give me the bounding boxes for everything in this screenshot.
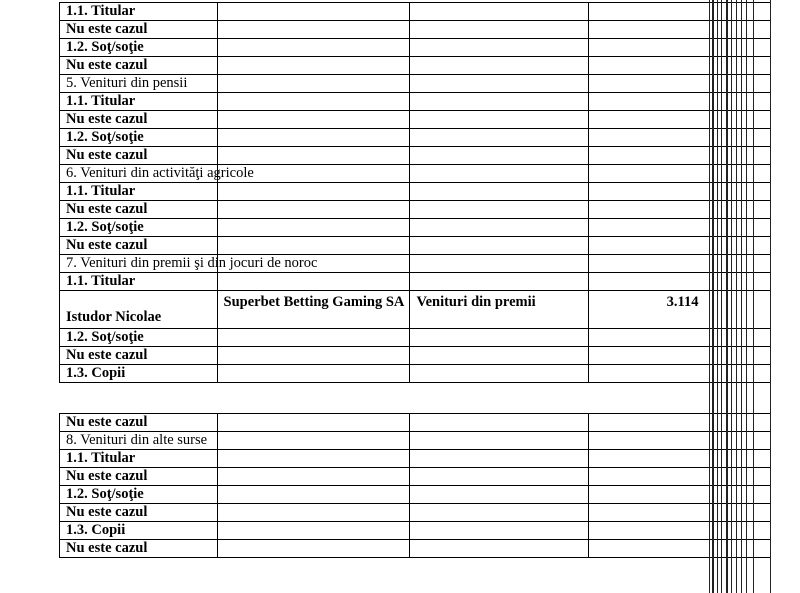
row-label: Nu este cazul — [60, 201, 218, 219]
empty-cell — [589, 540, 771, 558]
empty-cell — [410, 450, 589, 468]
empty-cell — [410, 468, 589, 486]
empty-cell — [589, 129, 771, 147]
empty-cell — [410, 39, 589, 57]
row-label: Nu este cazul — [60, 21, 218, 39]
empty-cell — [410, 219, 589, 237]
scan-artifact-line — [746, 0, 747, 593]
row-label: 1.3. Copii — [60, 522, 218, 540]
empty-cell — [217, 347, 410, 365]
empty-cell — [589, 237, 771, 255]
income-row-group — [60, 291, 771, 329]
empty-cell — [217, 365, 410, 383]
empty-cell — [217, 183, 410, 201]
scan-artifact-line — [753, 0, 754, 593]
empty-cell — [589, 329, 771, 347]
table-row — [60, 504, 771, 522]
empty-cell — [589, 3, 771, 21]
table-row — [60, 450, 771, 468]
empty-cell — [217, 504, 410, 522]
income-row — [60, 291, 771, 329]
empty-cell — [589, 414, 771, 432]
row-label: 1.2. Soţ/soţie — [60, 39, 218, 57]
income-source: Superbet Betting Gaming SA — [217, 291, 410, 329]
row-label: 1.1. Titular — [60, 93, 218, 111]
empty-cell — [217, 93, 410, 111]
empty-cell — [410, 414, 589, 432]
income-service: Venituri din premii — [410, 291, 589, 329]
table-row — [60, 522, 771, 540]
empty-cell — [217, 486, 410, 504]
empty-cell — [589, 504, 771, 522]
row-label: 1.1. Titular — [60, 183, 218, 201]
empty-cell — [217, 432, 410, 450]
empty-cell — [589, 75, 771, 93]
table-row — [60, 329, 771, 347]
row-label: Nu este cazul — [60, 111, 218, 129]
table-row — [60, 147, 771, 165]
empty-cell — [410, 57, 589, 75]
section-heading: 8. Venituri din alte surse — [60, 432, 218, 450]
empty-cell — [410, 129, 589, 147]
empty-cell — [217, 329, 410, 347]
table-row — [60, 21, 771, 39]
empty-cell — [410, 93, 589, 111]
income-table-bottom-rows — [60, 414, 771, 558]
empty-cell — [217, 75, 410, 93]
empty-cell — [410, 255, 589, 273]
section-heading: 5. Venituri din pensii — [60, 75, 218, 93]
income-table-top — [59, 2, 771, 383]
empty-cell — [217, 57, 410, 75]
income-table-top-rows-after — [60, 329, 771, 383]
table-row — [60, 75, 771, 93]
table-row — [60, 432, 771, 450]
empty-cell — [217, 237, 410, 255]
empty-cell — [217, 540, 410, 558]
scan-artifact-line — [731, 0, 732, 593]
empty-cell — [589, 450, 771, 468]
empty-cell — [410, 365, 589, 383]
row-label: 1.3. Copii — [60, 365, 218, 383]
empty-cell — [589, 219, 771, 237]
empty-cell — [410, 147, 589, 165]
empty-cell — [217, 39, 410, 57]
empty-cell — [217, 21, 410, 39]
scan-artifact-line — [721, 0, 722, 593]
table-row — [60, 201, 771, 219]
section-heading: 6. Venituri din activităţi agricole — [60, 165, 218, 183]
scan-artifact-line — [741, 0, 742, 593]
scan-artifact-line — [712, 0, 714, 593]
empty-cell — [589, 111, 771, 129]
empty-cell — [589, 468, 771, 486]
row-label: Nu este cazul — [60, 347, 218, 365]
empty-cell — [589, 201, 771, 219]
empty-cell — [589, 21, 771, 39]
empty-cell — [217, 147, 410, 165]
empty-cell — [410, 504, 589, 522]
row-label: 1.1. Titular — [60, 450, 218, 468]
empty-cell — [217, 273, 410, 291]
table-row — [60, 111, 771, 129]
table-row — [60, 93, 771, 111]
income-table-bottom — [59, 413, 771, 558]
table-row — [60, 183, 771, 201]
table-row — [60, 468, 771, 486]
table-row — [60, 129, 771, 147]
table-row — [60, 39, 771, 57]
row-label: Nu este cazul — [60, 468, 218, 486]
empty-cell — [410, 522, 589, 540]
empty-cell — [589, 273, 771, 291]
table-row — [60, 219, 771, 237]
income-amount: 3.114 — [589, 291, 771, 329]
empty-cell — [217, 219, 410, 237]
table-row — [60, 57, 771, 75]
empty-cell — [217, 3, 410, 21]
empty-cell — [410, 21, 589, 39]
beneficiary-name: Istudor Nicolae — [60, 291, 218, 329]
empty-cell — [589, 183, 771, 201]
empty-cell — [410, 347, 589, 365]
empty-cell — [589, 347, 771, 365]
row-label: 1.1. Titular — [60, 3, 218, 21]
row-label: Nu este cazul — [60, 414, 218, 432]
empty-cell — [410, 432, 589, 450]
empty-cell — [410, 540, 589, 558]
empty-cell — [217, 111, 410, 129]
empty-cell — [589, 432, 771, 450]
row-label: Nu este cazul — [60, 504, 218, 522]
empty-cell — [589, 39, 771, 57]
row-label: Nu este cazul — [60, 57, 218, 75]
empty-cell — [217, 468, 410, 486]
empty-cell — [410, 237, 589, 255]
scan-artifact-line — [736, 0, 737, 593]
section-heading: 7. Venituri din premii şi din jocuri de noroc — [60, 255, 218, 273]
table-row — [60, 237, 771, 255]
row-label: 1.2. Soţ/soţie — [60, 129, 218, 147]
row-label: Nu este cazul — [60, 540, 218, 558]
empty-cell — [410, 201, 589, 219]
table-row — [60, 273, 771, 291]
table-row — [60, 365, 771, 383]
empty-cell — [589, 93, 771, 111]
empty-cell — [217, 450, 410, 468]
table-row — [60, 3, 771, 21]
row-label: 1.2. Soţ/soţie — [60, 219, 218, 237]
empty-cell — [217, 414, 410, 432]
empty-cell — [410, 75, 589, 93]
empty-cell — [589, 165, 771, 183]
empty-cell — [410, 183, 589, 201]
empty-cell — [589, 486, 771, 504]
empty-cell — [217, 201, 410, 219]
empty-cell — [410, 165, 589, 183]
scan-artifact-line — [770, 0, 771, 593]
row-label: 1.2. Soţ/soţie — [60, 486, 218, 504]
row-label: 1.2. Soţ/soţie — [60, 329, 218, 347]
empty-cell — [589, 57, 771, 75]
row-label: Nu este cazul — [60, 147, 218, 165]
row-label: 1.1. Titular — [60, 273, 218, 291]
row-label: Nu este cazul — [60, 237, 218, 255]
empty-cell — [589, 255, 771, 273]
table-row — [60, 165, 771, 183]
empty-cell — [410, 329, 589, 347]
table-row — [60, 540, 771, 558]
scan-artifact-line — [709, 0, 710, 593]
income-table-top-rows — [60, 3, 771, 291]
scan-artifact-line — [726, 0, 728, 593]
table-row — [60, 414, 771, 432]
table-row — [60, 486, 771, 504]
empty-cell — [589, 365, 771, 383]
empty-cell — [410, 111, 589, 129]
empty-cell — [410, 486, 589, 504]
empty-cell — [217, 522, 410, 540]
empty-cell — [410, 3, 589, 21]
empty-cell — [589, 522, 771, 540]
table-row — [60, 347, 771, 365]
empty-cell — [217, 129, 410, 147]
table-row — [60, 255, 771, 273]
empty-cell — [589, 147, 771, 165]
empty-cell — [410, 273, 589, 291]
scan-artifact-line — [717, 0, 718, 593]
